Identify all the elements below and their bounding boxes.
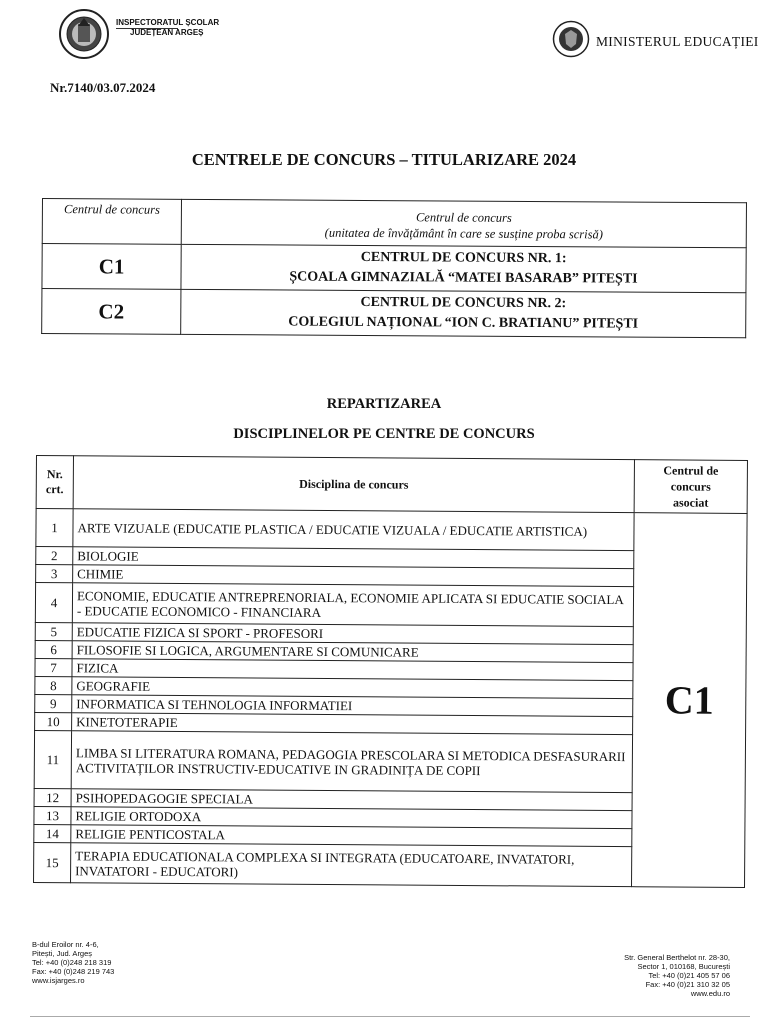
associated-center: C1 <box>632 513 748 888</box>
row-number: 5 <box>35 622 72 640</box>
center-code: C1 <box>42 244 181 290</box>
row-number: 15 <box>34 842 71 882</box>
footer-address-ministry: Str. General Berthelot nr. 28-30, Sector 1, 010168, București Tel: +40 (0)21 405 57 06 Fax: +40 (0)21 310 32 05 www.edu.ro <box>624 953 730 998</box>
row-number: 7 <box>35 658 72 676</box>
row-number: 3 <box>36 565 73 583</box>
document-number: Nr.7140/03.07.2024 <box>50 80 156 95</box>
row-number: 9 <box>35 694 72 712</box>
center-code: C2 <box>42 289 181 335</box>
center-name: CENTRUL DE CONCURS NR. 2: COLEGIUL NAȚIONAL “ION C. BRATIANU” PITEȘTI <box>181 289 746 337</box>
centers-table <box>41 198 747 338</box>
discipline-name: RELIGIE PENTICOSTALA <box>71 825 632 847</box>
row-number: 10 <box>35 712 72 730</box>
footer-divider <box>30 1016 750 1017</box>
nr-header: Nr. crt. <box>36 456 73 509</box>
footer-address-isj: B-dul Eroilor nr. 4-6, Pitești, Jud. Argeș Tel: +40 (0)248 218 319 Fax: +40 (0)248 219 743 www.isjarges.ro <box>32 940 115 985</box>
center-header: Centrul de concurs asociat <box>634 460 747 514</box>
section-title: REPARTIZAREA <box>326 396 442 412</box>
discipline-name: RELIGIE ORTODOXA <box>71 807 632 829</box>
isj-logo <box>58 8 110 60</box>
row-number: 12 <box>34 788 71 806</box>
discipline-name: FILOSOFIE SI LOGICA, ARGUMENTARE SI COMUNICARE <box>72 641 633 663</box>
center-row <box>42 244 746 293</box>
row-number: 14 <box>34 824 71 842</box>
center-row <box>42 289 746 338</box>
row-number: 13 <box>34 806 71 824</box>
isj-name: INSPECTORATUL ȘCOLAR JUDEȚEAN ARGEȘ <box>116 18 220 37</box>
discipline-name: BIOLOGIE <box>73 547 634 569</box>
centers-col2-header: Centrul de concurs (unitatea de învățământ în care se susține proba scrisă) <box>181 199 746 247</box>
discipline-name: LIMBA SI LITERATURA ROMANA, PEDAGOGIA PRESCOLARA SI METODICA DESFASURARII ACTIVITAȚILOR INSTRUCTIV-EDUCATIVE IN GRADINIȚA DE COPII <box>71 731 632 793</box>
discipline-name: ECONOMIE, EDUCATIE ANTREPRENORIALA, ECONOMIE APLICATA SI EDUCATIE SOCIALA - EDUCATIE ECONOMICO - FINANCIARA <box>72 583 633 627</box>
table-row <box>36 509 747 552</box>
center-name: CENTRUL DE CONCURS NR. 1: ȘCOALA GIMNAZIALĂ “MATEI BASARAB” PITEȘTI <box>181 244 746 292</box>
isj-divider <box>116 28 178 29</box>
discipline-name: TERAPIA EDUCATIONALA COMPLEXA SI INTEGRATA (EDUCATOARE, INVATATORI, INVATATORI - EDUCATORI) <box>71 843 632 887</box>
row-number: 4 <box>35 583 72 623</box>
discipline-name: PSIHOPEDAGOGIE SPECIALA <box>71 789 632 811</box>
disciplines-table <box>33 455 748 888</box>
row-number: 6 <box>35 640 72 658</box>
row-number: 11 <box>34 730 71 788</box>
discipline-header: Disciplina de concurs <box>73 456 634 513</box>
section-subtitle: DISCIPLINELOR PE CENTRE DE CONCURS <box>233 426 535 442</box>
centers-col1-header: Centrul de concurs <box>42 199 181 245</box>
row-number: 8 <box>35 676 72 694</box>
row-number: 1 <box>36 509 73 547</box>
discipline-name: INFORMATICA SI TEHNOLOGIA INFORMATIEI <box>72 695 633 717</box>
ministry-logo <box>552 20 590 58</box>
ministry-name: MINISTERUL EDUCAȚIEI <box>596 34 759 49</box>
discipline-name: ARTE VIZUALE (EDUCATIE PLASTICA / EDUCATIE VIZUALA / EDUCATIE ARTISTICA) <box>73 509 634 551</box>
discipline-name: KINETOTERAPIE <box>72 713 633 735</box>
discipline-name: EDUCATIE FIZICA SI SPORT - PROFESORI <box>72 623 633 645</box>
discipline-name: CHIMIE <box>73 565 634 587</box>
discipline-name: GEOGRAFIE <box>72 677 633 699</box>
row-number: 2 <box>36 547 73 565</box>
discipline-name: FIZICA <box>72 659 633 681</box>
page-title: CENTRELE DE CONCURS – TITULARIZARE 2024 <box>191 150 577 169</box>
